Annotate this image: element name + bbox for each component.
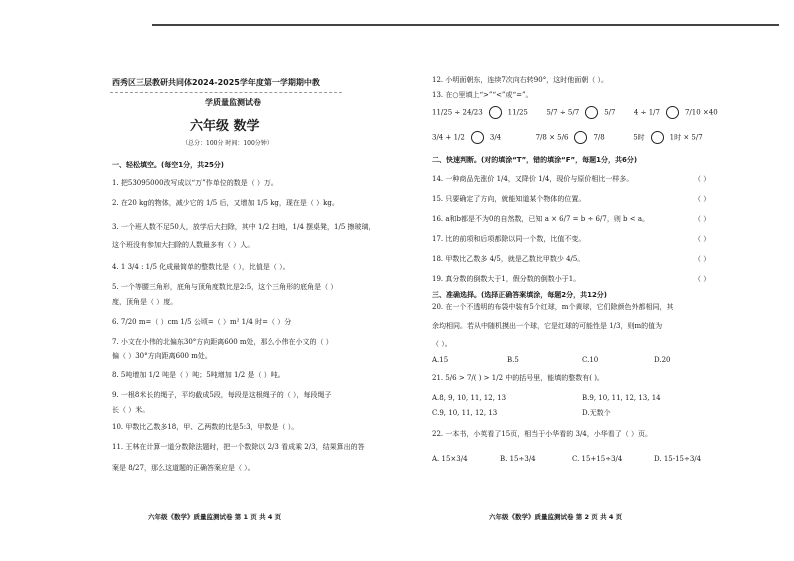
question-6: 6. 7/20 m=（ ）cm 1/5 公顷=（ ）m² 1/4 时=（ ）分 <box>112 318 292 326</box>
question-17: 17. 比的前项和后项都除以同一个数，比值不变。 （ ） <box>432 235 711 243</box>
compare-circle[interactable] <box>666 106 679 119</box>
compare-expr: 4 ÷ 1/7 <box>633 108 660 117</box>
question-9-line1: 9. 一根8米长的绳子，平均截成5段，每段是这根绳子的（ ），每段绳子 <box>112 391 332 399</box>
option-c[interactable]: C.9, 10, 11, 12, 13 <box>432 409 498 417</box>
grade-subject-title: 六年级 数学 <box>190 119 260 134</box>
option-a[interactable]: A. 15×3/4 <box>432 455 468 463</box>
option-c[interactable]: C. 15+15÷3/4 <box>572 455 623 463</box>
page2-footer: 六年级《数学》质量监测试卷 第 2 页 共 4 页 <box>489 513 623 521</box>
question-20-line1: 20. 在一个不透明的布袋中装有5个红球，m个黄球，它们除颜色外都相同，其 <box>432 303 674 311</box>
compare-expr: 11/25 <box>507 108 528 117</box>
question-7-line2: 偏（ ）30°方向距离600 m处。 <box>112 352 212 360</box>
compare-row-2 <box>432 131 752 144</box>
compare-expr: 5/7 ÷ 5/7 <box>546 108 580 117</box>
question-2: 2. 在20 kg的物体，减少它的 1/5 后，又增加 1/5 kg，现在是（ ）kg。 <box>112 199 339 207</box>
question-8: 8. 5吨增加 1/2 吨是（ ）吨；5吨增加 1/2 是（ ）吨。 <box>112 371 285 379</box>
answer-bracket[interactable]: （ ） <box>694 215 711 223</box>
page1-footer: 六年级《数学》质量监测试卷 第 1 页 共 4 页 <box>148 513 282 521</box>
compare-expr: 7/8 <box>593 133 605 142</box>
compare-expr: 11/25 ÷ 24/23 <box>432 108 483 117</box>
question-22: 22. 一本书，小英看了15页，相当于小华看的 3/4，小华看了（ ）页。 <box>432 430 652 438</box>
question-20-line3: （ ）。 <box>432 340 452 348</box>
section2-title: 二、快速判断。(对的填涂“T”，错的填涂“F”，每题1分，共6分) <box>432 156 638 164</box>
question-12: 12. 小明面朝东，连续7次向右转90°，这时他面朝（ ）。 <box>432 76 608 84</box>
option-d[interactable]: D.20 <box>654 356 671 364</box>
option-c[interactable]: C.10 <box>582 356 599 364</box>
question-3-line2: 这个班没有参加大扫除的人数最多有（ ）人。 <box>112 241 255 249</box>
question-4: 4. 1 3/4 : 1/5 化成最简单的整数比是（ ），比值是（ ）。 <box>112 263 290 271</box>
question-3-line1: 3. 一个班人数不足50人，放学后大扫除，其中 1/2 扫地，1/4 摆桌凳，1/5 擦玻璃， <box>112 223 376 231</box>
question-15: 15. 只要确定了方向，就能知道某个物体的位置。 （ ） <box>432 195 711 203</box>
answer-bracket[interactable]: （ ） <box>694 235 711 243</box>
compare-circle[interactable] <box>471 131 484 144</box>
compare-circle[interactable] <box>585 106 598 119</box>
answer-bracket[interactable]: （ ） <box>694 255 711 263</box>
compare-expr: 7/8 × 5/6 <box>535 133 569 142</box>
title-divider <box>110 92 342 93</box>
question-19: 19. 真分数的倒数大于1，假分数的倒数小于1。 （ ） <box>432 275 711 283</box>
option-b[interactable]: B. 15÷3/4 <box>500 455 536 463</box>
question-20-line2: 余均相同。若从中随机摸出一个球，它是红球的可能性是 1/3，则m的值为 <box>432 322 663 330</box>
option-a[interactable]: A.8, 9, 10, 11, 12, 13 <box>432 394 507 402</box>
question-16: 16. a和b都是不为0的自然数，已知 a × 6/7 = b ÷ 6/7，则 b < a。 （ ） <box>432 215 711 223</box>
compare-row-1 <box>432 106 752 119</box>
option-b[interactable]: B.5 <box>507 356 519 364</box>
option-d[interactable]: D. 15-15÷3/4 <box>654 455 702 463</box>
answer-bracket[interactable]: （ ） <box>694 275 711 283</box>
question-21: 21. 5/6 > 7/( ) > 1/2 中的括号里，能填的整数有( )。 <box>432 374 604 382</box>
exam-title-line2: 学质量监测试卷 <box>205 98 261 107</box>
exam-page-2 <box>397 0 794 561</box>
compare-expr: 7/10 ×40 <box>684 108 718 117</box>
exam-title-line1: 西秀区三层教研共同体2024-2025学年度第一学期期中教 <box>112 78 320 87</box>
compare-expr: 1时 × 5/7 <box>669 133 703 142</box>
compare-circle[interactable] <box>651 131 664 144</box>
option-d[interactable]: D.无数个 <box>582 409 611 417</box>
answer-bracket[interactable]: （ ） <box>694 195 711 203</box>
question-14: 14. 一种商品先涨价 1/4，又降价 1/4，现价与原价相比一样多。 （ ） <box>432 175 711 183</box>
question-13: 13. 在○里填上“>”“<”或“=”。 <box>432 91 533 99</box>
question-5-line2: 度，顶角是（ ）度。 <box>112 298 178 306</box>
score-time-info: （总分：100分 时间：100分钟） <box>182 140 273 147</box>
question-9-line2: 长（ ）米。 <box>112 406 150 414</box>
option-a[interactable]: A.15 <box>432 356 449 364</box>
question-18: 18. 甲数比乙数多 4/5，就是乙数比甲数少 4/5。 （ ） <box>432 255 711 263</box>
compare-expr: 3/4 <box>489 133 502 142</box>
question-5-line1: 5. 一个等腰三角形，底角与顶角度数比是2:5，这个三角形的底角是（ ） <box>112 283 338 291</box>
compare-circle[interactable] <box>489 106 502 119</box>
compare-circle[interactable] <box>574 131 587 144</box>
question-11-line1: 11. 王林在计算一道分数除法题时，把一个数除以 2/3 看成乘 2/3，结果算出的答 <box>112 443 365 451</box>
section3-title: 三、准确选择。(选择正确答案填涂，每题2分，共12分) <box>432 291 608 299</box>
compare-expr: 5时 <box>633 133 645 142</box>
answer-bracket[interactable]: （ ） <box>694 175 711 183</box>
option-b[interactable]: B.9, 10, 11, 12, 13, 14 <box>582 394 661 402</box>
question-10: 10. 甲数比乙数多18，甲、乙两数的比是5:3，甲数是（ ）。 <box>112 423 299 431</box>
question-1: 1. 把53095000改写成以“万”作单位的数是（ ）万。 <box>112 179 278 187</box>
compare-expr: 3/4 + 1/2 <box>432 133 465 142</box>
question-7-line1: 7. 小文在小伟的北偏东30°方向距离600 m处，那么小伟在小文的（ ） <box>112 338 333 346</box>
compare-expr: 5/7 <box>604 108 616 117</box>
section1-title: 一、轻松填空。(每空1分，共25分) <box>112 161 225 169</box>
question-11-line2: 案是 8/27，那么这道题的正确答案应是（ ）。 <box>112 464 255 472</box>
